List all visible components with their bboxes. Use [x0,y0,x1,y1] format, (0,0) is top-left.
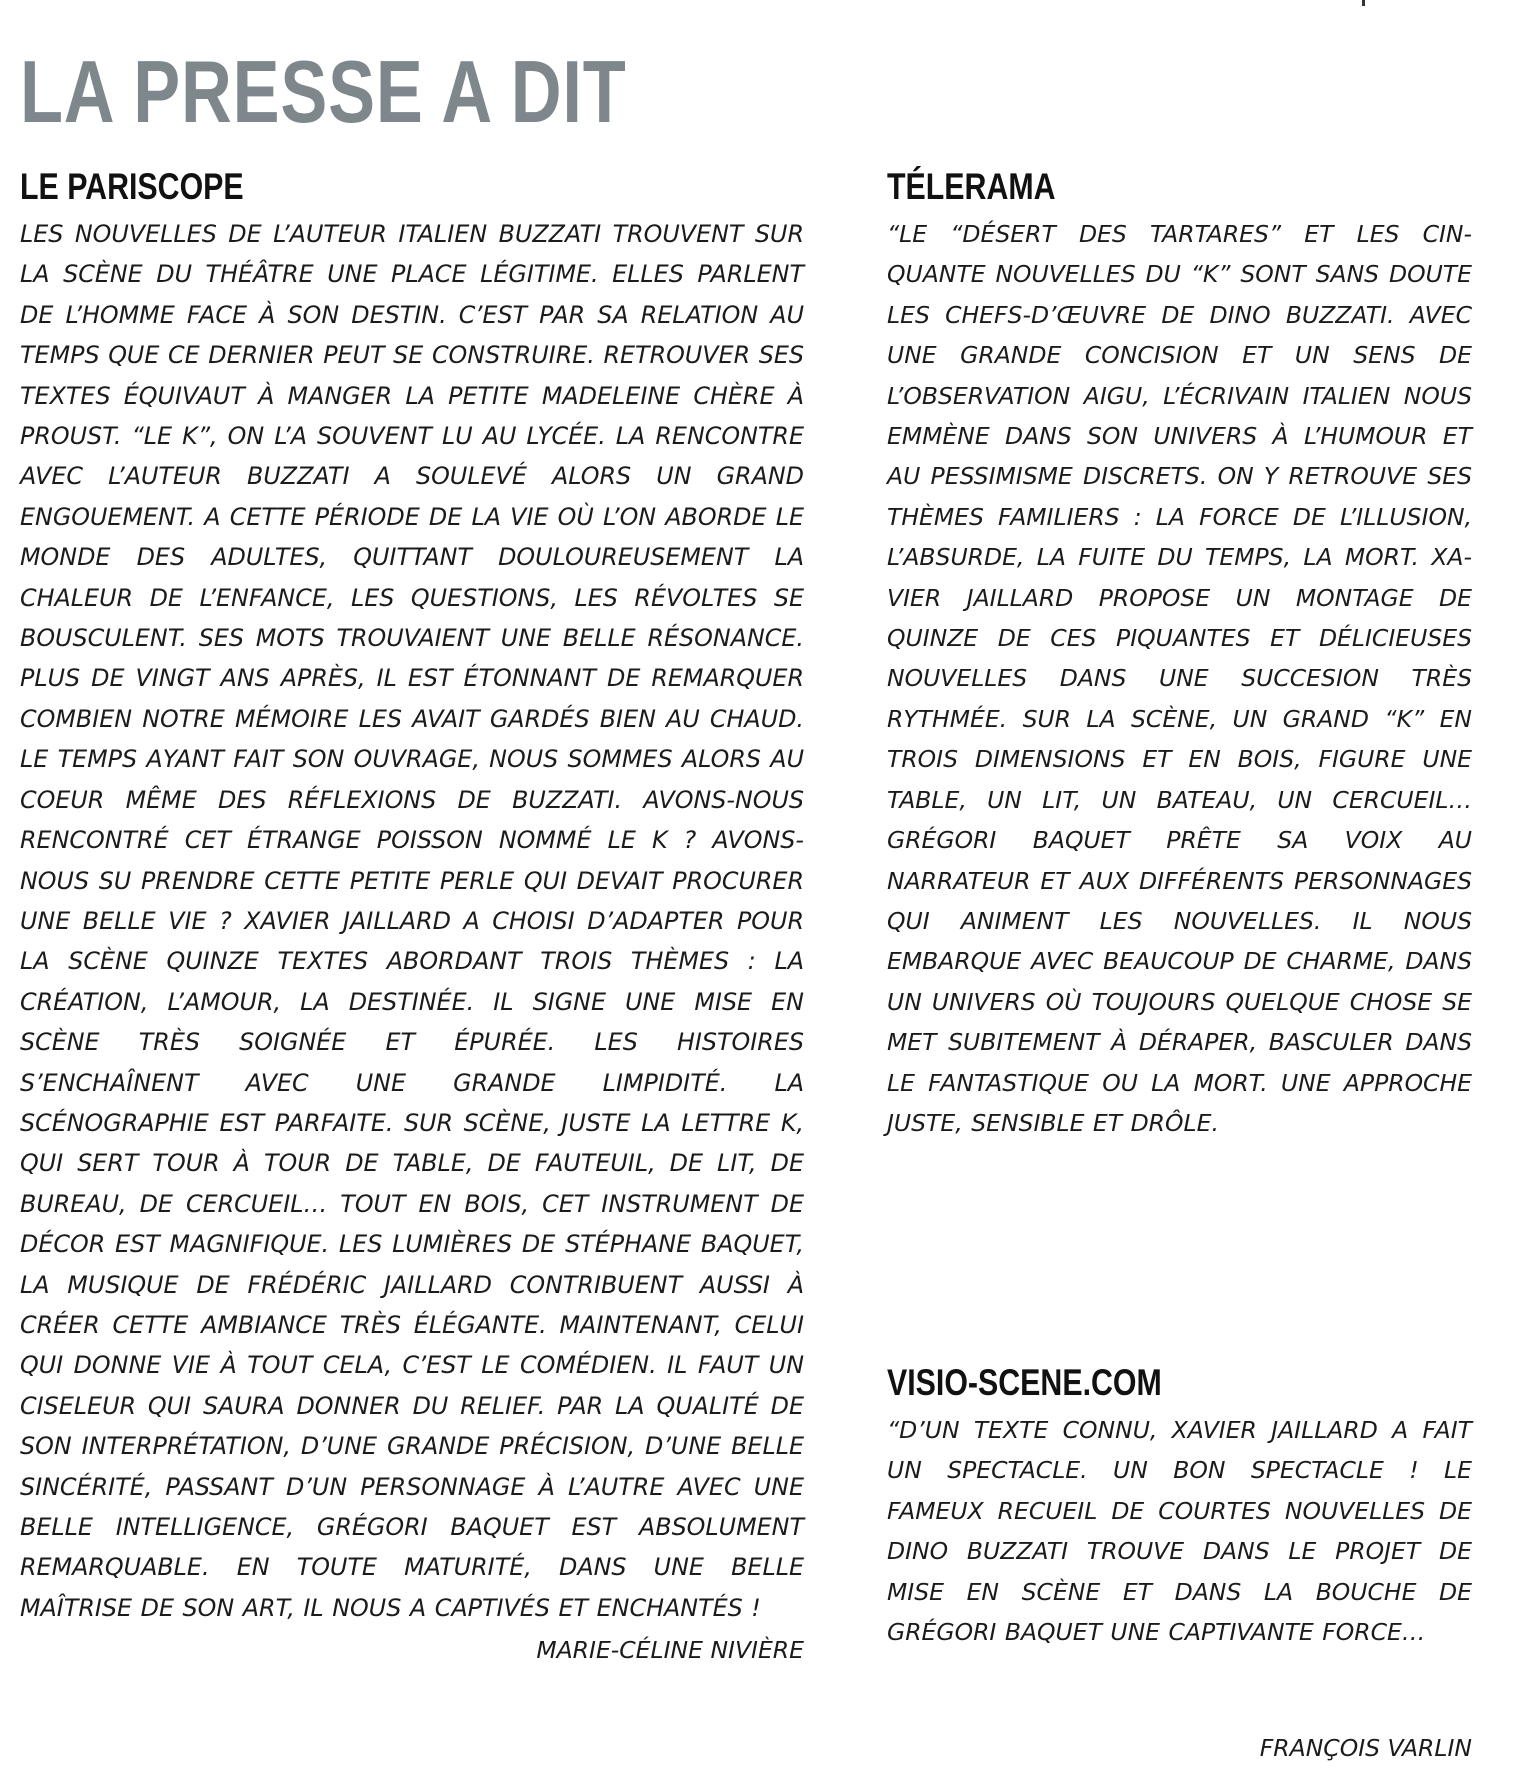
article-telerama [887,166,1472,1143]
article-body: LES NOUVELLES DE L’AUTEUR ITALIEN BUZZATI TROUVENT SUR LA SCÈNE DU THÉÂTRE UNE PLACE LÉGITIME. ELLES PARLENT DE L’HOMME FACE À SON DESTIN. C’EST PAR SA RELATION AU TEMPS QUE CE DERNIER PEUT SE CONSTRUIRE. RETROUVER SES TEXTES ÉQUIVAUT À MANGER LA PETITE MADELEINE CHÈRE À PROUST. “LE K”, ON L’A SOUVENT LU AU LYCÉE. LA RENCONTRE AVEC L’AUTEUR BUZZATI A SOULEVÉ ALORS UN GRAND ENGOUEMENT. A CETTE PÉRIODE DE LA VIE OÙ L’ON ABORDE LE MONDE DES ADULTES, QUITTANT DOULOUREUSEMENT LA CHALEUR DE L’ENFANCE, LES QUESTIONS, LES RÉVOLTES SE BOUSCULENT. SES MOTS TROUVAIENT UNE BELLE RÉSONANCE. PLUS DE VINGT ANS APRÈS, IL EST ÉTONNANT DE REMARQUER COMBIEN NOTRE MÉMOIRE LES AVAIT GARDÉS BIEN AU CHAUD. LE TEMPS AYANT FAIT SON OUVRAGE, NOUS SOMMES ALORS AU COEUR MÊME DES RÉFLEXIONS DE BUZZATI. AVONS-NOUS RENCONTRÉ CET ÉTRANGE POISSON NOMMÉ LE K ? AVONS-NOUS SU PRENDRE CETTE PETITE PERLE QUI DEVAIT PROCURER UNE BELLE VIE ? XAVIER JAILLARD A CHOISI D’ADAPTER POUR LA SCÈNE QUINZE TEXTES ABORDANT TROIS THÈMES : LA CRÉATION, L’AMOUR, LA DESTINÉE. IL SIGNE UNE MISE EN SCÈNE TRÈS SOIGNÉE ET ÉPURÉE. LES HISTOIRES S’ENCHAÎNENT AVEC UNE GRANDE LIMPIDITÉ. LA SCÉNOGRAPHIE EST PARFAITE. SUR SCÈNE, JUSTE LA LETTRE K, QUI SERT TOUR À TOUR DE TABLE, DE FAUTEUIL, DE LIT, DE BUREAU, DE CERCUEIL… TOUT EN BOIS, CET INSTRUMENT DE DÉCOR EST MAGNIFIQUE. LES LUMIÈRES DE STÉPHANE BAQUET, LA MUSIQUE DE FRÉDÉRIC JAILLARD CONTRIBUENT AUSSI À CRÉER CETTE AMBIANCE TRÈS ÉLÉGANTE. MAINTENANT, CELUI QUI DONNE VIE À TOUT CELA, C’EST LE COMÉDIEN. IL FAUT UN CISELEUR QUI SAURA DONNER DU RELIEF. PAR LA QUALITÉ DE SON INTERPRÉTATION, D’UNE GRANDE PRÉCISION, D’UNE BELLE SINCÉRITÉ, PASSANT D’UN PERSONNAGE À L’AUTRE AVEC UNE BELLE INTELLIGENCE, GRÉGORI BAQUET EST ABSOLUMENT REMARQUABLE. EN TOUTE MATURITÉ, DANS UNE BELLE MAÎTRISE DE SON ART, IL NOUS A CAPTIVÉS ET ENCHANTÉS ! [20,220,804,1622]
article-author: MARIE-CÉLINE NIVIÈRE [536,1636,804,1665]
article-source-title: VISIO-SCENE.COM [887,1362,1162,1403]
article-body: “LE “DÉSERT DES TARTARES” ET LES CINQUANTE NOUVELLES DU “K” SONT SANS DOUTE LES CHEFS-D’ŒUVRE DE DINO BUZZATI. AVEC UNE GRANDE CONCISION ET UN SENS DE L’OBSERVATION AIGU, L’ÉCRIVAIN ITALIEN NOUS EMMÈNE DANS SON UNIVERS À L’HUMOUR ET AU PESSIMISME DISCRETS. ON Y RETROUVE SES THÈMES FAMILIERS : LA FORCE DE L’ILLUSION, L’ABSURDE, LA FUITE DU TEMPS, LA MORT. XAVIER JAILLARD PROPOSE UN MONTAGE DE QUINZE DE CES PIQUANTES ET DÉLICIEUSES NOUVELLES DANS UNE SUCCESION TRÈS RYTHMÉE. SUR LA SCÈNE, UN GRAND “K” EN TROIS DIMENSIONS ET EN BOIS, FIGURE UNE TABLE, UN LIT, UN BATEAU, UN CERCUEIL… GRÉGORI BAQUET PRÊTE SA VOIX AU NARRATEUR ET AUX DIFFÉRENTS PERSONNAGES QUI ANIMENT LES NOUVELLES. IL NOUS EMBARQUE AVEC BEAUCOUP DE CHARME, DANS UN UNIVERS OÙ TOUJOURS QUELQUE CHOSE SE MET SUBITEMENT À DÉRAPER, BASCULER DANS LE FANTASTIQUE OU LA MORT. UNE APPROCHE JUSTE, SENSIBLE ET DRÔLE. [887,220,1472,1137]
article-body: “D’UN TEXTE CONNU, XAVIER JAILLARD A FAIT UN SPECTACLE. UN BON SPECTACLE ! LE FAMEUX RECUEIL DE COURTES NOUVELLES DE DINO BUZZATI TROUVE DANS LE PROJET DE MISE EN SCÈNE ET DANS LA BOUCHE DE GRÉGORI BAQUET UNE CAPTIVANTE FORCE… [887,1416,1472,1647]
article-author: FRANÇOIS VARLIN [1259,1734,1472,1762]
article-visio-scene [887,1362,1472,1652]
article-source-title: LE PARISCOPE [20,166,244,207]
article-source-title: TÉLERAMA [887,166,1056,207]
article-pariscope [20,166,804,1670]
top-edge-mark [1362,0,1365,6]
page-title: LA PRESSE A DIT [20,42,627,141]
